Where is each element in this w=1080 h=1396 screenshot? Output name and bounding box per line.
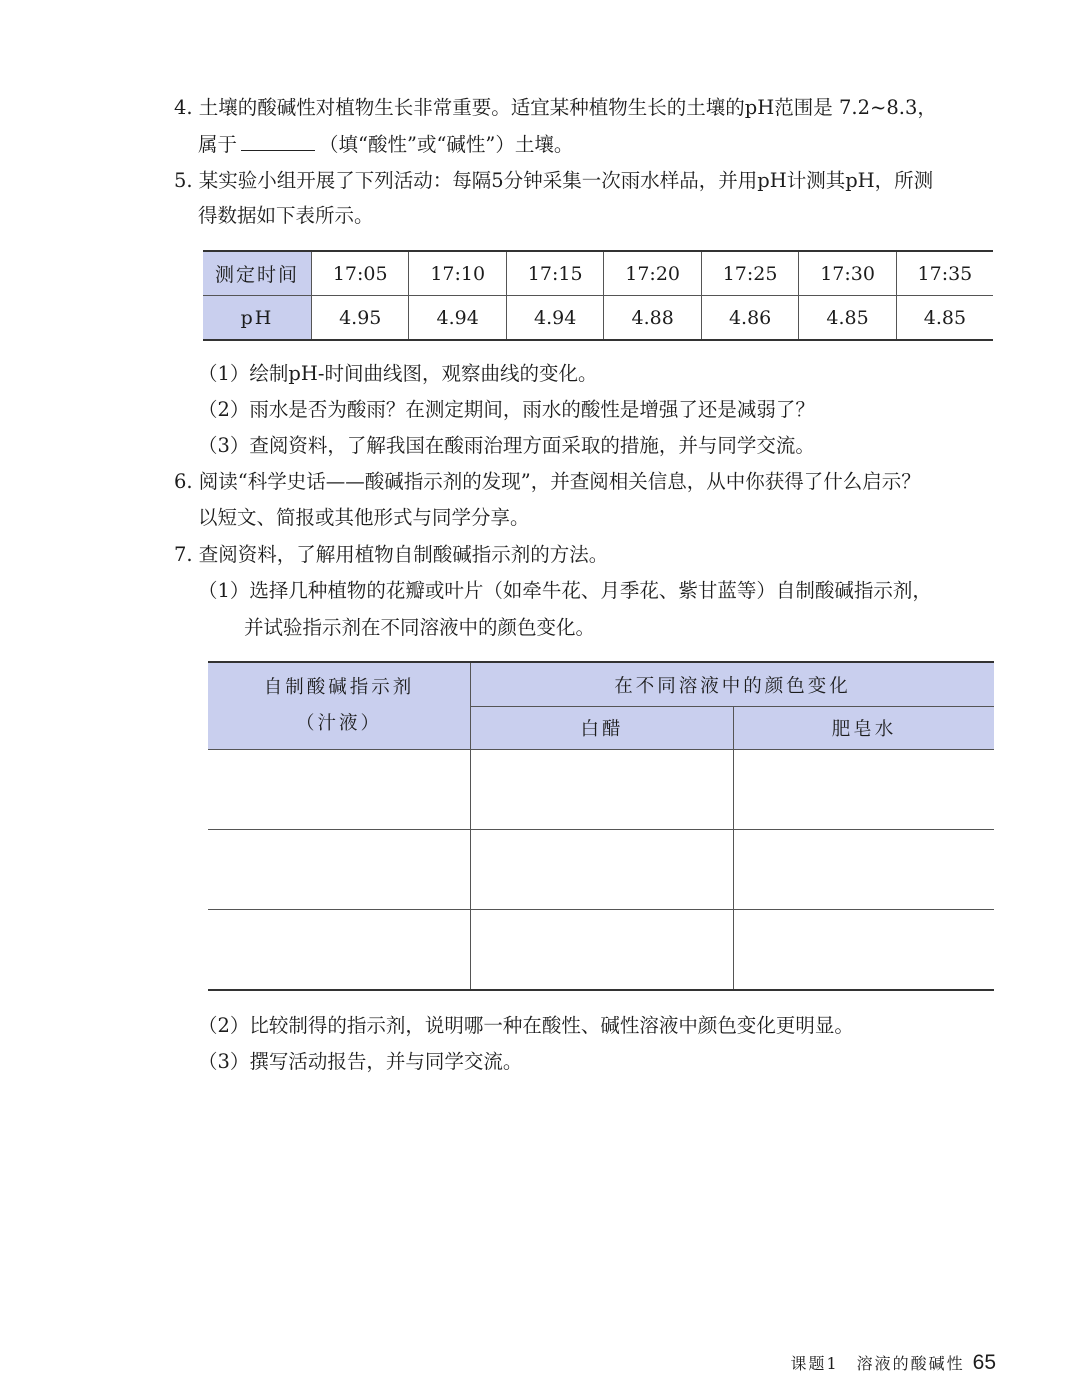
table-row [208, 750, 994, 830]
q5-line2: 得数据如下表所示。 [198, 204, 374, 227]
ph-cell: 4.88 [604, 296, 701, 341]
indicator-column-header [208, 662, 471, 750]
empty-cell [208, 830, 471, 910]
empty-cell [471, 910, 734, 991]
time-row [203, 251, 993, 296]
time-cell: 17:30 [799, 251, 896, 296]
time-cell: 17:20 [604, 251, 701, 296]
table-row [208, 830, 994, 910]
ph-row [203, 296, 993, 341]
q4-line1: 4. 土壤的酸碱性对植物生长非常重要。适宜某种植物生长的土壤的pH范围是 7.2~8.3， [174, 96, 937, 119]
ph-table [203, 250, 993, 341]
indicator-header-line2: （汁液） [295, 713, 382, 734]
time-cell: 17:35 [896, 251, 993, 296]
ph-cell: 4.94 [506, 296, 603, 341]
time-cell: 17:25 [701, 251, 798, 296]
ph-cell: 4.94 [409, 296, 506, 341]
empty-cell [208, 910, 471, 991]
page-number: 65 [972, 1351, 996, 1374]
q7-sub3: （3）撰写活动报告，并与同学交流。 [198, 1050, 523, 1073]
ph-cell: 4.85 [799, 296, 896, 341]
q7-sub1-line1: （1）选择几种植物的花瓣或叶片（如牵牛花、月季花、紫甘蓝等）自制酸碱指示剂， [198, 579, 932, 602]
table-row [208, 910, 994, 991]
time-cell: 17:10 [409, 251, 506, 296]
empty-cell [471, 830, 734, 910]
vinegar-header: 白醋 [471, 707, 734, 750]
color-change-header: 在不同溶液中的颜色变化 [471, 662, 995, 707]
empty-cell [734, 910, 995, 991]
q7-sub2: （2）比较制得的指示剂，说明哪一种在酸性、碱性溶液中颜色变化更明显。 [198, 1014, 854, 1037]
q5-line1: 5. 某实验小组开展了下列活动：每隔5分钟采集一次雨水样品，并用pH计测其pH，所测 [174, 169, 934, 192]
q4-before-blank: 属于 [198, 133, 238, 156]
time-cell: 17:15 [506, 251, 603, 296]
header-row-1 [208, 662, 994, 707]
empty-cell [471, 750, 734, 830]
soapy-water-header: 肥皂水 [734, 707, 995, 750]
empty-cell [734, 830, 995, 910]
indicator-header-line1: 自制酸碱指示剂 [263, 677, 415, 698]
ph-cell: 4.86 [701, 296, 798, 341]
ph-cell: 4.85 [896, 296, 993, 341]
empty-cell [734, 750, 995, 830]
q7-sub1-line2: 并试验指示剂在不同溶液中的颜色变化。 [244, 616, 596, 639]
q6-line1: 6. 阅读“科学史话——酸碱指示剂的发现”，并查阅相关信息，从中你获得了什么启示？ [174, 470, 921, 493]
q5-sub3: （3）查阅资料，了解我国在酸雨治理方面采取的措施，并与同学交流。 [198, 434, 815, 457]
q6-line2: 以短文、简报或其他形式与同学分享。 [198, 506, 530, 529]
ph-cell: 4.95 [312, 296, 409, 341]
q4-after-blank: （填“酸性”或“碱性”）土壤。 [319, 133, 574, 156]
answer-blank [241, 130, 315, 151]
q5-sub2: （2）雨水是否为酸雨？在测定期间，雨水的酸性是增强了还是减弱了？ [198, 398, 815, 421]
q4-line2 [198, 130, 573, 159]
empty-cell [208, 750, 471, 830]
chapter-title: 课题1 溶液的酸碱性 [790, 1354, 965, 1373]
q7-line1: 7. 查阅资料，了解用植物自制酸碱指示剂的方法。 [174, 543, 609, 566]
time-cell: 17:05 [312, 251, 409, 296]
indicator-table [208, 661, 994, 991]
page-footer [790, 1351, 996, 1375]
q5-sub1: （1）绘制pH-时间曲线图，观察曲线的变化。 [198, 362, 598, 385]
time-header: 测定时间 [203, 251, 312, 296]
ph-header: pH [203, 296, 312, 341]
